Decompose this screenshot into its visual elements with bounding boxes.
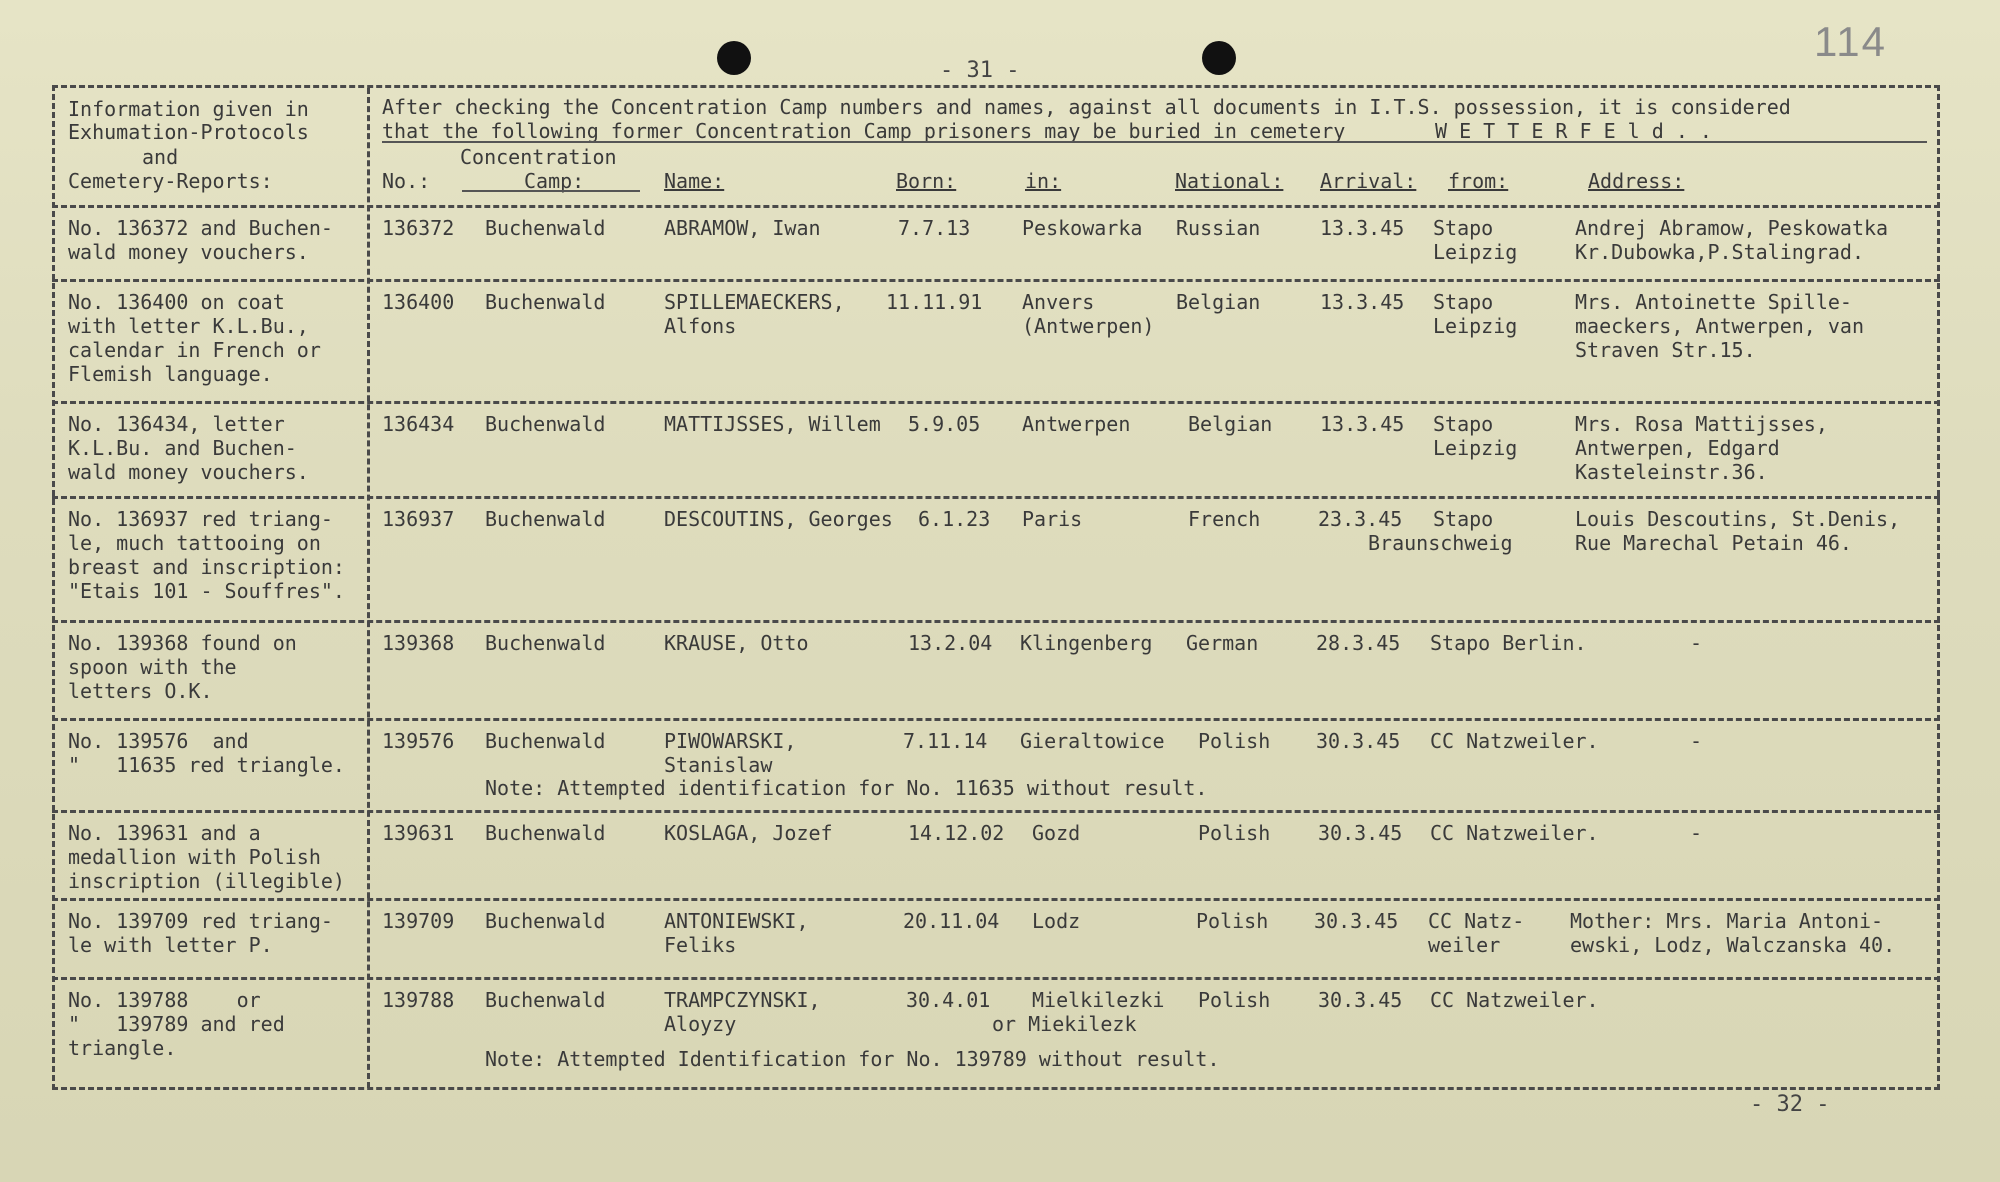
col-camp-top: Concentration bbox=[460, 145, 617, 169]
col-arrival: Arrival: bbox=[1320, 169, 1417, 193]
address-line: Kr.Dubowka,P.Stalingrad. bbox=[1575, 240, 1864, 264]
nationality: Polish bbox=[1198, 821, 1271, 845]
prisoner-number: 139631 bbox=[382, 821, 455, 845]
nationality: Russian bbox=[1176, 216, 1261, 240]
info-line: le, much tattooing on bbox=[68, 531, 321, 555]
birth-place: Paris bbox=[1022, 507, 1083, 531]
birth-place: Mielkilezki bbox=[1032, 988, 1165, 1012]
info-line: with letter K.L.Bu., bbox=[68, 314, 309, 338]
nationality: Belgian bbox=[1188, 412, 1273, 436]
address-line: Kasteleinstr.36. bbox=[1575, 460, 1768, 484]
camp-name: Buchenwald bbox=[485, 290, 606, 314]
address-line: Louis Descoutins, St.Denis, bbox=[1575, 507, 1901, 531]
transport-from: Stapo bbox=[1433, 412, 1494, 436]
camp-name: Buchenwald bbox=[485, 412, 606, 436]
birth-place: Anvers bbox=[1022, 290, 1095, 314]
info-line: medallion with Polish bbox=[68, 845, 321, 869]
birth-date: 5.9.05 bbox=[908, 412, 981, 436]
prisoner-name: Feliks bbox=[664, 933, 737, 957]
address-line: - bbox=[1690, 729, 1703, 753]
row-note: Note: Attempted identification for No. 11635 without result. bbox=[485, 776, 1208, 800]
prisoner-name: Stanislaw bbox=[664, 753, 773, 777]
info-line: le with letter P. bbox=[68, 933, 273, 957]
info-line: No. 139709 red triang- bbox=[68, 909, 333, 933]
page-number-bottom: - 32 - bbox=[1750, 1092, 1830, 1117]
birth-date: 11.11.91 bbox=[886, 290, 983, 314]
birth-place: Gozd bbox=[1032, 821, 1081, 845]
prisoner-name: Aloyzy bbox=[664, 1012, 737, 1036]
col-born: Born: bbox=[896, 169, 957, 193]
prisoner-number: 136434 bbox=[382, 412, 455, 436]
info-line: No. 139368 found on bbox=[68, 631, 297, 655]
prisoner-name: MATTIJSSES, Willem bbox=[664, 412, 881, 436]
row-separator bbox=[52, 401, 1940, 404]
left-col-heading-line-2: Exhumation-Protocols bbox=[68, 120, 309, 144]
left-col-heading-line-3: and bbox=[142, 145, 179, 169]
info-line: No. 136400 on coat bbox=[68, 290, 285, 314]
prisoner-name: KRAUSE, Otto bbox=[664, 631, 809, 655]
col-from: from: bbox=[1448, 169, 1509, 193]
address-line: - bbox=[1690, 821, 1703, 845]
punch-hole-right bbox=[1202, 41, 1236, 75]
info-line: "Etais 101 - Souffres". bbox=[68, 579, 345, 603]
address-line: Andrej Abramow, Peskowatka bbox=[1575, 216, 1889, 240]
transport-from: Stapo bbox=[1433, 507, 1494, 531]
address-line: ewski, Lodz, Walczanska 40. bbox=[1570, 933, 1896, 957]
info-line: No. 136372 and Buchen- bbox=[68, 216, 333, 240]
birth-place: Klingenberg bbox=[1020, 631, 1153, 655]
info-line: No. 139788 or bbox=[68, 988, 261, 1012]
nationality: Belgian bbox=[1176, 290, 1261, 314]
nationality: Polish bbox=[1198, 988, 1271, 1012]
col-camp: Camp: bbox=[524, 169, 585, 193]
prisoner-name: SPILLEMAECKERS, bbox=[664, 290, 845, 314]
page-number-top: - 31 - bbox=[940, 58, 1020, 83]
info-line: No. 136434, letter bbox=[68, 412, 285, 436]
row-separator bbox=[52, 718, 1940, 721]
row-separator bbox=[52, 205, 1940, 208]
prisoner-name: KOSLAGA, Jozef bbox=[664, 821, 833, 845]
info-line: " 139789 and red bbox=[68, 1012, 285, 1036]
transport-from: Leipzig bbox=[1433, 436, 1518, 460]
prisoner-number: 139709 bbox=[382, 909, 455, 933]
prisoner-number: 139368 bbox=[382, 631, 455, 655]
statement-underline bbox=[382, 141, 1927, 143]
birth-place: Gieraltowice bbox=[1020, 729, 1165, 753]
info-line: Flemish language. bbox=[68, 362, 273, 386]
info-line: wald money vouchers. bbox=[68, 460, 309, 484]
birth-place: Peskowarka bbox=[1022, 216, 1143, 240]
arrival-date: 30.3.45 bbox=[1314, 909, 1399, 933]
transport-from: Stapo Berlin. bbox=[1430, 631, 1587, 655]
prisoner-name: DESCOUTINS, Georges bbox=[664, 507, 893, 531]
row-separator bbox=[52, 977, 1940, 980]
camp-name: Buchenwald bbox=[485, 507, 606, 531]
col-no: No.: bbox=[382, 169, 431, 193]
info-line: " 11635 red triangle. bbox=[68, 753, 345, 777]
address-line: Mother: Mrs. Maria Antoni- bbox=[1570, 909, 1884, 933]
birth-date: 7.11.14 bbox=[903, 729, 988, 753]
punch-hole-left bbox=[717, 41, 751, 75]
column-divider bbox=[367, 88, 370, 1088]
arrival-date: 30.3.45 bbox=[1318, 821, 1403, 845]
info-line: triangle. bbox=[68, 1036, 177, 1060]
row-separator bbox=[52, 279, 1940, 282]
birth-place: (Antwerpen) bbox=[1022, 314, 1155, 338]
stamp-number: 114 bbox=[1814, 18, 1887, 65]
transport-from: Leipzig bbox=[1433, 240, 1518, 264]
row-separator bbox=[52, 496, 1940, 499]
info-line: spoon with the bbox=[68, 655, 237, 679]
left-col-heading-line-1: Information given in bbox=[68, 97, 309, 121]
transport-from: weiler bbox=[1428, 933, 1501, 957]
prisoner-number: 136372 bbox=[382, 216, 455, 240]
camp-name: Buchenwald bbox=[485, 729, 606, 753]
col-name: Name: bbox=[664, 169, 725, 193]
transport-from: CC Natzweiler. bbox=[1430, 988, 1599, 1012]
transport-from: CC Natzweiler. bbox=[1430, 821, 1599, 845]
transport-from: Stapo bbox=[1433, 216, 1494, 240]
transport-from: Braunschweig bbox=[1368, 531, 1513, 555]
address-line: Rue Marechal Petain 46. bbox=[1575, 531, 1852, 555]
col-address: Address: bbox=[1588, 169, 1685, 193]
prisoner-name: ABRAMOW, Iwan bbox=[664, 216, 821, 240]
birth-place: or Miekilezk bbox=[992, 1012, 1137, 1036]
camp-name: Buchenwald bbox=[485, 988, 606, 1012]
arrival-date: 30.3.45 bbox=[1316, 729, 1401, 753]
birth-date: 14.12.02 bbox=[908, 821, 1005, 845]
info-line: wald money vouchers. bbox=[68, 240, 309, 264]
birth-place: Antwerpen bbox=[1022, 412, 1131, 436]
prisoner-number: 139788 bbox=[382, 988, 455, 1012]
arrival-date: 30.3.45 bbox=[1318, 988, 1403, 1012]
birth-date: 30.4.01 bbox=[906, 988, 991, 1012]
info-line: No. 139576 and bbox=[68, 729, 249, 753]
address-line: Antwerpen, Edgard bbox=[1575, 436, 1780, 460]
birth-date: 20.11.04 bbox=[903, 909, 1000, 933]
transport-from: Leipzig bbox=[1433, 314, 1518, 338]
col-national: National: bbox=[1175, 169, 1284, 193]
arrival-date: 13.3.45 bbox=[1320, 216, 1405, 240]
info-line: breast and inscription: bbox=[68, 555, 345, 579]
transport-from: CC Natzweiler. bbox=[1430, 729, 1599, 753]
address-line: Mrs. Rosa Mattijsses, bbox=[1575, 412, 1828, 436]
address-line: Straven Str.15. bbox=[1575, 338, 1756, 362]
info-line: No. 136937 red triang- bbox=[68, 507, 333, 531]
statement-line-2: that the following former Concentration Camp prisoners may be buried in cemetery bbox=[382, 119, 1346, 143]
arrival-date: 23.3.45 bbox=[1318, 507, 1403, 531]
nationality: Polish bbox=[1196, 909, 1269, 933]
row-note: Note: Attempted Identification for No. 139789 without result. bbox=[485, 1047, 1220, 1071]
col-in: in: bbox=[1025, 169, 1062, 193]
birth-date: 6.1.23 bbox=[918, 507, 991, 531]
statement-line-1: After checking the Concentration Camp numbers and names, against all documents in I.T.S. possession, it is considered bbox=[382, 95, 1791, 119]
prisoner-name: TRAMPCZYNSKI, bbox=[664, 988, 821, 1012]
nationality: French bbox=[1188, 507, 1261, 531]
row-separator bbox=[52, 810, 1940, 813]
address-line: - bbox=[1690, 631, 1703, 655]
row-separator bbox=[52, 620, 1940, 623]
camp-underline bbox=[462, 190, 640, 192]
row-separator bbox=[52, 898, 1940, 901]
birth-date: 7.7.13 bbox=[898, 216, 971, 240]
prisoner-name: ANTONIEWSKI, bbox=[664, 909, 809, 933]
address-line: Mrs. Antoinette Spille- bbox=[1575, 290, 1852, 314]
birth-place: Lodz bbox=[1032, 909, 1081, 933]
prisoner-number: 139576 bbox=[382, 729, 455, 753]
camp-name: Buchenwald bbox=[485, 631, 606, 655]
transport-from: CC Natz- bbox=[1428, 909, 1525, 933]
camp-name: Buchenwald bbox=[485, 909, 606, 933]
camp-name: Buchenwald bbox=[485, 216, 606, 240]
left-col-heading-line-4: Cemetery-Reports: bbox=[68, 169, 273, 193]
camp-name: Buchenwald bbox=[485, 821, 606, 845]
nationality: German bbox=[1186, 631, 1259, 655]
info-line: calendar in French or bbox=[68, 338, 321, 362]
info-line: K.L.Bu. and Buchen- bbox=[68, 436, 297, 460]
arrival-date: 13.3.45 bbox=[1320, 412, 1405, 436]
arrival-date: 13.3.45 bbox=[1320, 290, 1405, 314]
info-line: inscription (illegible) bbox=[68, 869, 345, 893]
transport-from: Stapo bbox=[1433, 290, 1494, 314]
prisoner-name: PIWOWARSKI, bbox=[664, 729, 797, 753]
info-line: letters O.K. bbox=[68, 679, 213, 703]
prisoner-number: 136400 bbox=[382, 290, 455, 314]
prisoner-number: 136937 bbox=[382, 507, 455, 531]
arrival-date: 28.3.45 bbox=[1316, 631, 1401, 655]
cemetery-name: W E T T E R F E l d . . bbox=[1435, 119, 1712, 143]
birth-date: 13.2.04 bbox=[908, 631, 993, 655]
info-line: No. 139631 and a bbox=[68, 821, 261, 845]
prisoner-name: Alfons bbox=[664, 314, 737, 338]
nationality: Polish bbox=[1198, 729, 1271, 753]
address-line: maeckers, Antwerpen, van bbox=[1575, 314, 1864, 338]
